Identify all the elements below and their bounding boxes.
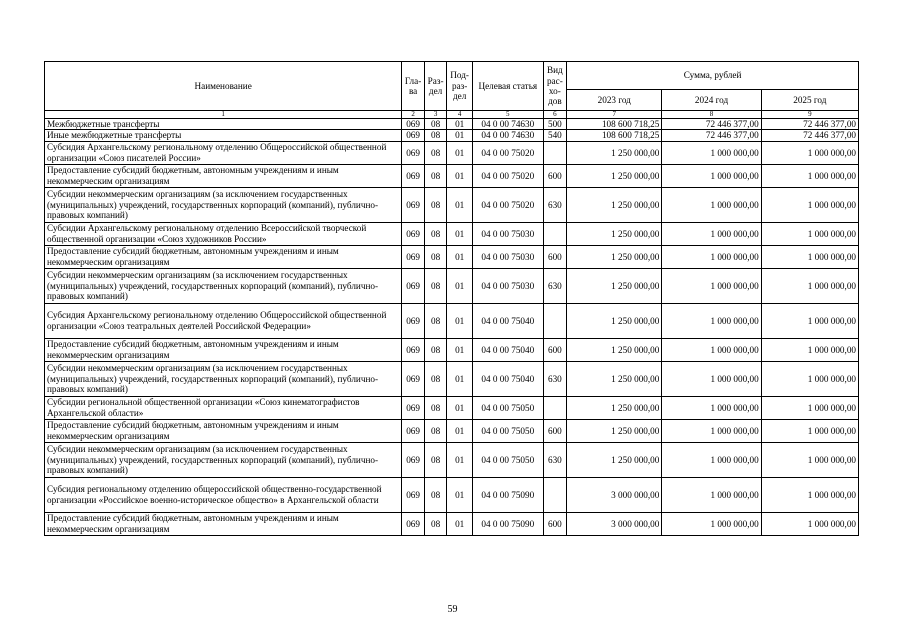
column-index: 3 [424, 111, 447, 119]
row-vid-rashodov: 600 [543, 512, 567, 535]
row-razdel: 08 [424, 442, 447, 477]
table-row [45, 141, 859, 164]
row-name: Субсидии Архангельскому региональному отделению Всероссийской творческой общественной организации «Союз художников России» [45, 222, 402, 245]
row-name: Субсидии некоммерческим организациям (за исключением государственных (муниципальных) учреждений, государственных корпораций (компаний), публично-правовых компаний) [45, 361, 402, 396]
row-sum-2023: 1 250 000,00 [567, 245, 662, 268]
row-glava: 069 [402, 130, 425, 141]
row-vid-rashodov: 600 [543, 419, 567, 442]
row-name: Субсидии некоммерческим организациям (за исключением государственных (муниципальных) учреждений, государственных корпораций (компаний), публично-правовых компаний) [45, 268, 402, 303]
row-vid-rashodov: 630 [543, 187, 567, 222]
row-sum-2023: 1 250 000,00 [567, 396, 662, 419]
header-year-2024: 2024 год [662, 90, 761, 111]
row-vid-rashodov: 630 [543, 268, 567, 303]
row-name: Предоставление субсидий бюджетным, автономным учреждениям и иным некоммерческим организациям [45, 419, 402, 442]
row-celevaya-statya: 04 0 00 75050 [472, 419, 543, 442]
row-sum-2024: 1 000 000,00 [662, 442, 761, 477]
row-sum-2025: 1 000 000,00 [761, 419, 858, 442]
column-index: 6 [543, 111, 567, 119]
row-sum-2024: 1 000 000,00 [662, 303, 761, 338]
row-celevaya-statya: 04 0 00 75030 [472, 268, 543, 303]
row-name: Предоставление субсидий бюджетным, автономным учреждениям и иным некоммерческим организациям [45, 245, 402, 268]
header-razdel: Раз-дел [424, 62, 447, 111]
row-sum-2025: 1 000 000,00 [761, 396, 858, 419]
header-celevaya-statya: Целевая статья [472, 62, 543, 111]
row-podrazdel: 01 [447, 396, 473, 419]
row-sum-2024: 1 000 000,00 [662, 141, 761, 164]
row-sum-2024: 1 000 000,00 [662, 361, 761, 396]
table-row [45, 164, 859, 187]
table-row [45, 419, 859, 442]
row-glava: 069 [402, 119, 425, 130]
row-podrazdel: 01 [447, 141, 473, 164]
row-sum-2023: 108 600 718,25 [567, 130, 662, 141]
row-sum-2025: 1 000 000,00 [761, 268, 858, 303]
table-row [45, 268, 859, 303]
row-celevaya-statya: 04 0 00 75020 [472, 164, 543, 187]
column-index: 4 [447, 111, 473, 119]
header-name: Наименование [45, 62, 402, 111]
row-sum-2024: 1 000 000,00 [662, 512, 761, 535]
row-sum-2024: 1 000 000,00 [662, 477, 761, 512]
row-podrazdel: 01 [447, 164, 473, 187]
table-row [45, 222, 859, 245]
row-sum-2025: 1 000 000,00 [761, 187, 858, 222]
row-sum-2023: 1 250 000,00 [567, 303, 662, 338]
row-glava: 069 [402, 245, 425, 268]
header-vid-rashodov: Вид рас-хо-дов [543, 62, 567, 111]
row-sum-2025: 1 000 000,00 [761, 361, 858, 396]
column-index: 2 [402, 111, 425, 119]
row-vid-rashodov: 600 [543, 164, 567, 187]
row-celevaya-statya: 04 0 00 75030 [472, 222, 543, 245]
row-name: Субсидия Архангельскому региональному отделению Общероссийской общественной организации «Союз театральных деятелей Российской Федерации» [45, 303, 402, 338]
row-vid-rashodov [543, 396, 567, 419]
row-glava: 069 [402, 512, 425, 535]
table-row [45, 396, 859, 419]
table-row [45, 119, 859, 130]
row-vid-rashodov: 630 [543, 442, 567, 477]
row-celevaya-statya: 04 0 00 75050 [472, 442, 543, 477]
row-celevaya-statya: 04 0 00 75090 [472, 477, 543, 512]
row-razdel: 08 [424, 338, 447, 361]
row-podrazdel: 01 [447, 245, 473, 268]
table-row [45, 442, 859, 477]
row-sum-2023: 1 250 000,00 [567, 338, 662, 361]
row-razdel: 08 [424, 419, 447, 442]
row-glava: 069 [402, 164, 425, 187]
row-glava: 069 [402, 396, 425, 419]
table-row [45, 338, 859, 361]
row-name: Субсидия Архангельскому региональному отделению Общероссийской общественной организации «Союз писателей России» [45, 141, 402, 164]
row-celevaya-statya: 04 0 00 75020 [472, 141, 543, 164]
row-name: Межбюджетные трансферты [45, 119, 402, 130]
column-index: 1 [45, 111, 402, 119]
row-glava: 069 [402, 303, 425, 338]
header-glava: Гла-ва [402, 62, 425, 111]
row-sum-2025: 1 000 000,00 [761, 442, 858, 477]
row-podrazdel: 01 [447, 303, 473, 338]
row-podrazdel: 01 [447, 268, 473, 303]
row-glava: 069 [402, 442, 425, 477]
row-razdel: 08 [424, 477, 447, 512]
row-sum-2025: 1 000 000,00 [761, 164, 858, 187]
row-vid-rashodov: 600 [543, 245, 567, 268]
row-celevaya-statya: 04 0 00 75050 [472, 396, 543, 419]
row-podrazdel: 01 [447, 119, 473, 130]
row-sum-2023: 1 250 000,00 [567, 222, 662, 245]
row-razdel: 08 [424, 361, 447, 396]
row-vid-rashodov: 500 [543, 119, 567, 130]
header-podrazdel: Под-раз-дел [447, 62, 473, 111]
row-sum-2023: 1 250 000,00 [567, 164, 662, 187]
row-glava: 069 [402, 222, 425, 245]
column-index: 7 [567, 111, 662, 119]
row-glava: 069 [402, 419, 425, 442]
row-podrazdel: 01 [447, 442, 473, 477]
table-row [45, 130, 859, 141]
header-summa: Сумма, рублей [567, 62, 859, 90]
row-razdel: 08 [424, 268, 447, 303]
row-sum-2025: 72 446 377,00 [761, 130, 858, 141]
row-sum-2023: 108 600 718,25 [567, 119, 662, 130]
row-sum-2025: 1 000 000,00 [761, 512, 858, 535]
table-row [45, 187, 859, 222]
row-sum-2025: 1 000 000,00 [761, 141, 858, 164]
row-name: Субсидии некоммерческим организациям (за исключением государственных (муниципальных) учреждений, государственных корпораций (компаний), публично-правовых компаний) [45, 187, 402, 222]
row-sum-2023: 3 000 000,00 [567, 477, 662, 512]
row-celevaya-statya: 04 0 00 75040 [472, 361, 543, 396]
row-name: Субсидия региональному отделению общероссийской общественно-государственной организации «Российское военно-историческое общество» в Архангельской области [45, 477, 402, 512]
row-name: Иные межбюджетные трансферты [45, 130, 402, 141]
row-sum-2025: 1 000 000,00 [761, 303, 858, 338]
row-sum-2023: 3 000 000,00 [567, 512, 662, 535]
row-celevaya-statya: 04 0 00 75040 [472, 303, 543, 338]
row-sum-2024: 1 000 000,00 [662, 338, 761, 361]
table-header [45, 62, 859, 119]
row-sum-2024: 1 000 000,00 [662, 222, 761, 245]
budget-table [44, 61, 859, 536]
row-podrazdel: 01 [447, 477, 473, 512]
row-sum-2023: 1 250 000,00 [567, 187, 662, 222]
row-razdel: 08 [424, 245, 447, 268]
column-index: 8 [662, 111, 761, 119]
table-row [45, 303, 859, 338]
row-podrazdel: 01 [447, 338, 473, 361]
row-sum-2023: 1 250 000,00 [567, 141, 662, 164]
row-razdel: 08 [424, 187, 447, 222]
row-razdel: 08 [424, 141, 447, 164]
row-sum-2025: 72 446 377,00 [761, 119, 858, 130]
row-sum-2025: 1 000 000,00 [761, 338, 858, 361]
row-razdel: 08 [424, 396, 447, 419]
row-vid-rashodov: 600 [543, 338, 567, 361]
row-glava: 069 [402, 141, 425, 164]
table-row [45, 245, 859, 268]
header-year-2023: 2023 год [567, 90, 662, 111]
row-sum-2023: 1 250 000,00 [567, 361, 662, 396]
row-glava: 069 [402, 338, 425, 361]
row-sum-2024: 1 000 000,00 [662, 245, 761, 268]
row-razdel: 08 [424, 130, 447, 141]
row-glava: 069 [402, 477, 425, 512]
row-podrazdel: 01 [447, 222, 473, 245]
row-podrazdel: 01 [447, 361, 473, 396]
row-sum-2024: 72 446 377,00 [662, 119, 761, 130]
row-vid-rashodov [543, 222, 567, 245]
table-body [45, 119, 859, 536]
row-glava: 069 [402, 361, 425, 396]
row-sum-2025: 1 000 000,00 [761, 222, 858, 245]
row-celevaya-statya: 04 0 00 75030 [472, 245, 543, 268]
row-sum-2024: 1 000 000,00 [662, 187, 761, 222]
row-celevaya-statya: 04 0 00 75020 [472, 187, 543, 222]
row-sum-2023: 1 250 000,00 [567, 442, 662, 477]
row-sum-2025: 1 000 000,00 [761, 477, 858, 512]
row-razdel: 08 [424, 303, 447, 338]
row-sum-2024: 1 000 000,00 [662, 396, 761, 419]
row-vid-rashodov [543, 303, 567, 338]
row-podrazdel: 01 [447, 419, 473, 442]
row-glava: 069 [402, 268, 425, 303]
row-glava: 069 [402, 187, 425, 222]
row-sum-2024: 72 446 377,00 [662, 130, 761, 141]
row-sum-2023: 1 250 000,00 [567, 268, 662, 303]
row-vid-rashodov [543, 477, 567, 512]
row-name: Субсидии некоммерческим организациям (за исключением государственных (муниципальных) учреждений, государственных корпораций (компаний), публично-правовых компаний) [45, 442, 402, 477]
row-vid-rashodov [543, 141, 567, 164]
table-row [45, 512, 859, 535]
row-razdel: 08 [424, 164, 447, 187]
row-sum-2024: 1 000 000,00 [662, 164, 761, 187]
page-number: 59 [447, 604, 458, 615]
row-podrazdel: 01 [447, 130, 473, 141]
row-name: Предоставление субсидий бюджетным, автономным учреждениям и иным некоммерческим организациям [45, 512, 402, 535]
row-podrazdel: 01 [447, 512, 473, 535]
header-year-2025: 2025 год [761, 90, 858, 111]
row-sum-2023: 1 250 000,00 [567, 419, 662, 442]
row-podrazdel: 01 [447, 187, 473, 222]
table-row [45, 477, 859, 512]
row-celevaya-statya: 04 0 00 74630 [472, 119, 543, 130]
row-razdel: 08 [424, 119, 447, 130]
table-row [45, 361, 859, 396]
row-celevaya-statya: 04 0 00 75040 [472, 338, 543, 361]
row-name: Предоставление субсидий бюджетным, автономным учреждениям и иным некоммерческим организациям [45, 338, 402, 361]
row-razdel: 08 [424, 512, 447, 535]
column-index: 9 [761, 111, 858, 119]
row-razdel: 08 [424, 222, 447, 245]
row-name: Субсидии региональной общественной организации «Союз кинематографистов Архангельской области» [45, 396, 402, 419]
row-sum-2024: 1 000 000,00 [662, 268, 761, 303]
row-celevaya-statya: 04 0 00 74630 [472, 130, 543, 141]
column-index-row [45, 111, 859, 119]
column-index: 5 [472, 111, 543, 119]
row-vid-rashodov: 540 [543, 130, 567, 141]
row-celevaya-statya: 04 0 00 75090 [472, 512, 543, 535]
row-name: Предоставление субсидий бюджетным, автономным учреждениям и иным некоммерческим организациям [45, 164, 402, 187]
row-sum-2025: 1 000 000,00 [761, 245, 858, 268]
row-vid-rashodov: 630 [543, 361, 567, 396]
row-sum-2024: 1 000 000,00 [662, 419, 761, 442]
